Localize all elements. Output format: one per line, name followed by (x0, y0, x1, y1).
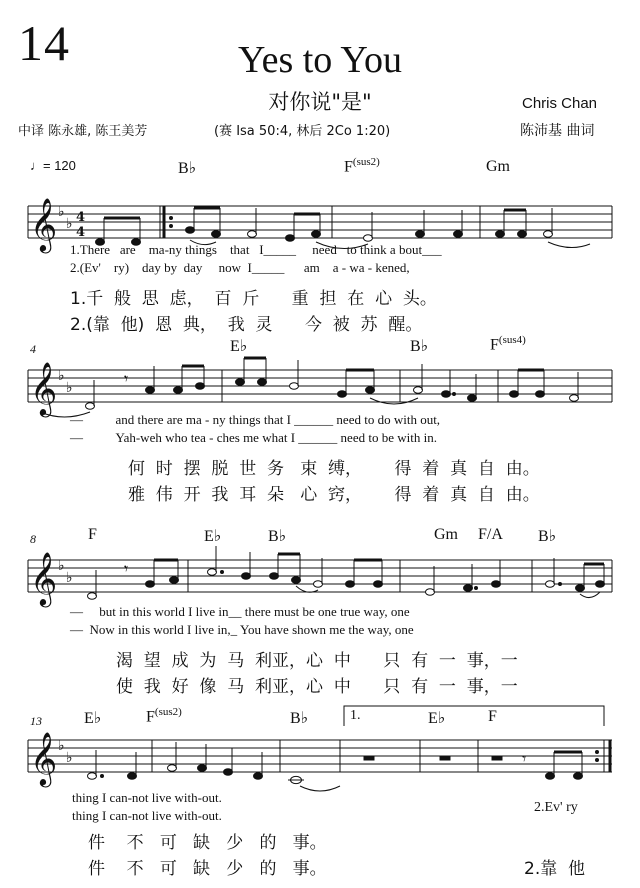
song-title-chinese: 对你说"是" (268, 90, 372, 114)
measure-number: 8 (30, 532, 36, 546)
svg-text:♭: ♭ (58, 204, 65, 220)
verse2-pickup-en: 2.Ev' ry (534, 800, 578, 815)
measure-number: 13 (30, 714, 42, 728)
svg-text:𝄾: 𝄾 (124, 369, 129, 388)
lyrics-en-verse1: — but in this world I live in__ there must be one true way, one (70, 604, 410, 619)
lyrics-en-verse1: — and there are ma - ny things that I ______ need to do with out, (70, 412, 441, 427)
first-ending-label: 1. (350, 708, 361, 723)
chord-symbol: B♭ (178, 160, 197, 177)
music-system-1 (0, 150, 640, 340)
chord-symbol: F (488, 708, 497, 725)
svg-text:𝄞: 𝄞 (30, 361, 58, 415)
chord-symbol: E♭ (428, 710, 446, 727)
lyrics-en-verse2: — Now in this world I live in,_ You have shown me the way, one (70, 622, 414, 637)
chord-symbol: F/A (478, 526, 503, 543)
svg-text:4: 4 (76, 225, 86, 240)
lyrics-cn-verse2: 雅 伟 开 我 耳 朵 心 窍， 得 着 真 自 由。 (128, 485, 540, 505)
lyrics-en-verse2: — Yah-weh who tea - ches me what I ______ need to be with in. (70, 430, 437, 445)
svg-text:𝄞: 𝄞 (30, 197, 58, 251)
chord-symbol: B♭ (290, 710, 309, 727)
music-system-4 (0, 702, 640, 888)
lyrics-en-verse2: 2.(Ev' ry) day by day now I_____ am a - wa - kened, (70, 260, 410, 275)
chord-symbol: $F^{(sus4)}$ (490, 334, 526, 354)
svg-text:♭: ♭ (66, 750, 73, 766)
svg-text:♭: ♭ (66, 216, 73, 232)
lyrics-cn-verse1: 1.千 般 思 虑， 百 斤 重 担 在 心 头。 (70, 289, 437, 309)
chord-symbol: B♭ (538, 528, 557, 545)
lyrics-cn-verse1: 件 不 可 缺 少 的 事。 (88, 833, 327, 853)
chord-symbol: B♭ (410, 338, 429, 355)
music-system-2 (0, 336, 640, 516)
svg-text:𝄞: 𝄞 (30, 551, 58, 605)
chord-symbol: Gm (434, 526, 458, 543)
hymn-number: 14 (18, 15, 70, 71)
verse2-pickup-cn: 2.靠 他 (524, 859, 586, 879)
svg-text:4: 4 (76, 210, 86, 225)
chord-symbol: $F^{(sus2)}$ (344, 156, 380, 176)
music-system-3 (0, 522, 640, 702)
composer-name: Chris Chan (522, 95, 598, 112)
measure-number: 4 (30, 342, 36, 356)
tempo-marking: ♩= 120 (30, 158, 76, 173)
song-title: Yes to You (237, 39, 403, 81)
chord-symbol: E♭ (230, 338, 248, 355)
svg-text:♭: ♭ (58, 558, 65, 574)
chord-symbol: E♭ (84, 710, 102, 727)
chord-symbol: Gm (486, 158, 510, 175)
lyrics-cn-verse2: 2.(靠 他) 恩 典， 我 灵 今 被 苏 醒。 (70, 315, 423, 335)
lyrics-en-verse2: thing I can-not live with-out. (72, 808, 222, 823)
chord-symbol: B♭ (268, 528, 287, 545)
composer-chinese: 陈沛基 曲词 (520, 123, 595, 139)
staff-system-4 (0, 702, 640, 792)
svg-text:♭: ♭ (58, 738, 65, 754)
svg-text:𝄾: 𝄾 (124, 559, 129, 578)
lyrics-en-verse1: 1.There are ma-ny things that I_____ need to think a bout___ (70, 242, 442, 257)
lyrics-en-verse1: thing I can-not live with-out. (72, 790, 222, 805)
svg-text:𝄾: 𝄾 (522, 749, 527, 768)
scripture-reference: (赛 Isa 50:4, 林后 2Co 1:20) (214, 124, 391, 139)
lyrics-cn-verse2: 使 我 好 像 马 利亚，心 中 只 有 一 事，一 (116, 677, 518, 697)
chord-symbol: F (88, 526, 97, 543)
svg-text:♭: ♭ (58, 368, 65, 384)
lyrics-cn-verse1: 渴 望 成 为 马 利亚，心 中 只 有 一 事，一 (116, 651, 518, 671)
chord-symbol: E♭ (204, 528, 222, 545)
chord-symbol: $F^{(sus2)}$ (146, 706, 182, 726)
lyrics-cn-verse1: 何 时 摆 脱 世 务 束 缚， 得 着 真 自 由。 (128, 459, 540, 479)
svg-text:♭: ♭ (66, 570, 73, 586)
lyrics-cn-verse2: 件 不 可 缺 少 的 事。 (88, 859, 327, 879)
svg-text:♭: ♭ (66, 380, 73, 396)
translators: 中译 陈永雄, 陈王美芳 (18, 124, 148, 139)
svg-text:𝄞: 𝄞 (30, 731, 58, 785)
